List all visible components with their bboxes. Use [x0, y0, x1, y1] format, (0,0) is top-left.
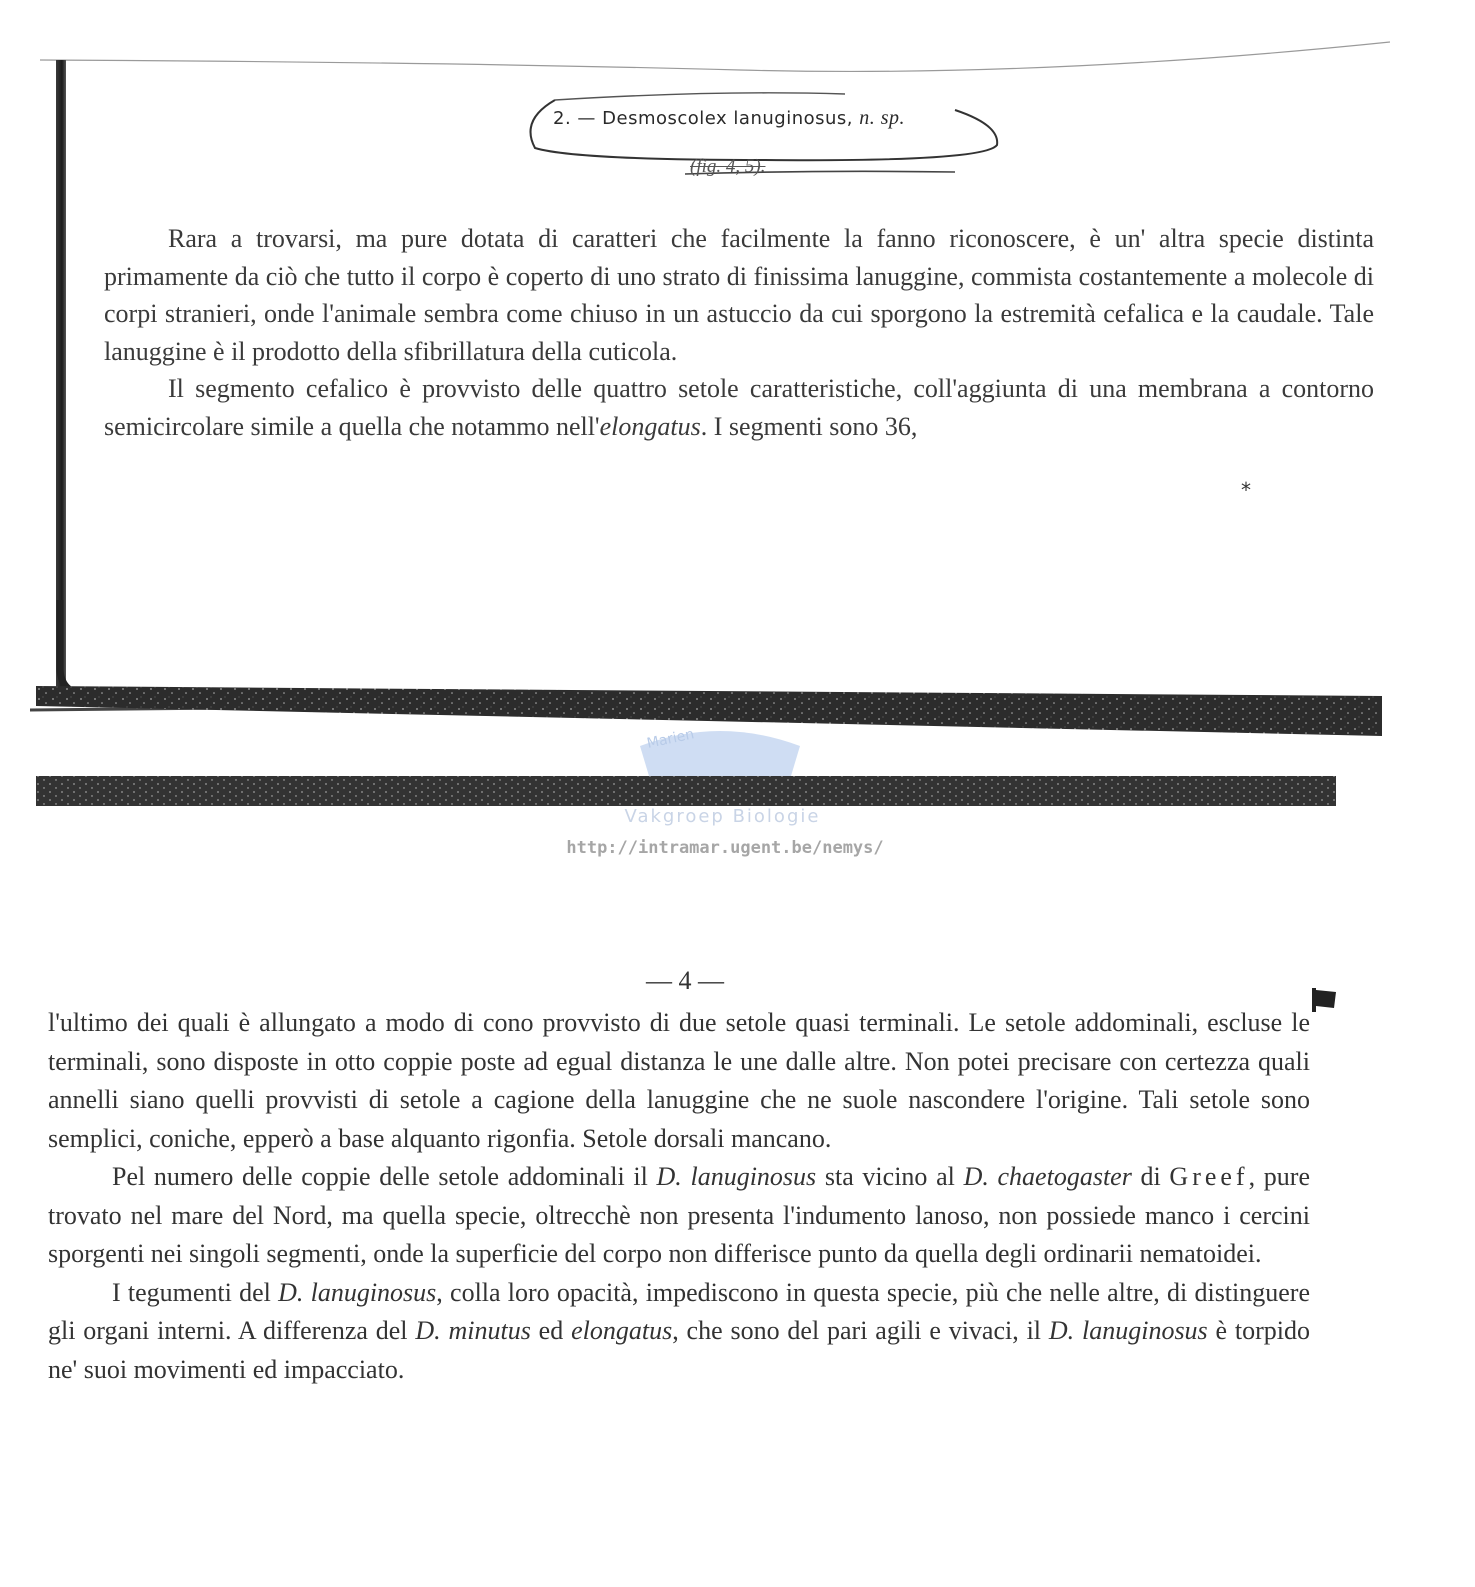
top-body-text	[104, 220, 1374, 445]
scan-dark-strip-lower	[36, 774, 1336, 808]
asterisk-mark: *	[1241, 478, 1251, 502]
flag-mark	[1310, 986, 1340, 1016]
scan-top-edge	[40, 40, 1390, 80]
watermark-url: http://intramar.ugent.be/nemys/	[566, 838, 884, 858]
bottom-paragraph-2: Pel numero delle coppie delle setole addominali il D. lanuginosus sta vicino al D. chaetogaster di Greef, pure trovato nel mare del Nord, ma quella specie, oltrecchè non presenta l'indumento lanoso, non possiede manco i cercini sporgenti nei singoli segmenti, onde la superficie del corpo non differisce punto da quella degli ordinarii nematoidei.	[48, 1162, 1310, 1268]
watermark-group-name: Vakgroep Biologie	[624, 806, 821, 827]
bottom-body-text	[48, 1004, 1310, 1389]
heading-suffix: n. sp.	[859, 107, 906, 129]
heading-species-name: Desmoscolex lanuginosus,	[602, 108, 854, 129]
figure-reference: (fig. 4, 5).	[690, 156, 766, 177]
top-paragraph-2: Il segmento cefalico è provvisto delle quattro setole caratteristiche, coll'aggiunta di una membrana a contorno semicircolare simile a quella che notammo nell'elongatus. I segmenti sono 36,	[104, 374, 1374, 441]
bottom-paragraph-1: l'ultimo dei quali è allungato a modo di cono provvisto di due setole quasi terminali. Le setole addominali, escluse le terminali, sono disposte in otto coppie poste ad egual distanza le une dalle altre. Non potei precisare con certezza quali annelli siano quelli provvisti di setole a cagione della lanuggine che ne suole nascondere l'origine. Tali setole sono semplici, coniche, epperò a base alquanto rigonfia. Setole dorsali mancano.	[48, 1008, 1310, 1153]
species-heading	[515, 90, 1000, 180]
top-paragraph-1: Rara a trovarsi, ma pure dotata di caratteri che facilmente la fanno riconoscere, è un' altra specie distinta primamente da ciò che tutto il corpo è coperto di uno strato di finissima lanuggine, commista costantemente a molecole di corpi stranieri, onde l'animale sembra come chiuso in un astuccio da cui sporgono la estremità cefalica e la caudale. Tale lanuggine è il prodotto della sfibrillatura della cuticola.	[104, 224, 1374, 366]
heading-number: 2. —	[553, 108, 596, 129]
bottom-paragraph-3: I tegumenti del D. lanuginosus, colla loro opacità, impediscono in questa specie, più che nelle altre, di distinguere gli organi interni. A differenza del D. minutus ed elongatus, che sono del pari agili e vivaci, il D. lanuginosus è torpido ne' suoi movimenti ed impacciato.	[48, 1277, 1311, 1384]
page-number: — 4 —	[646, 966, 724, 995]
watermark-logo-text: Marien	[645, 726, 696, 752]
